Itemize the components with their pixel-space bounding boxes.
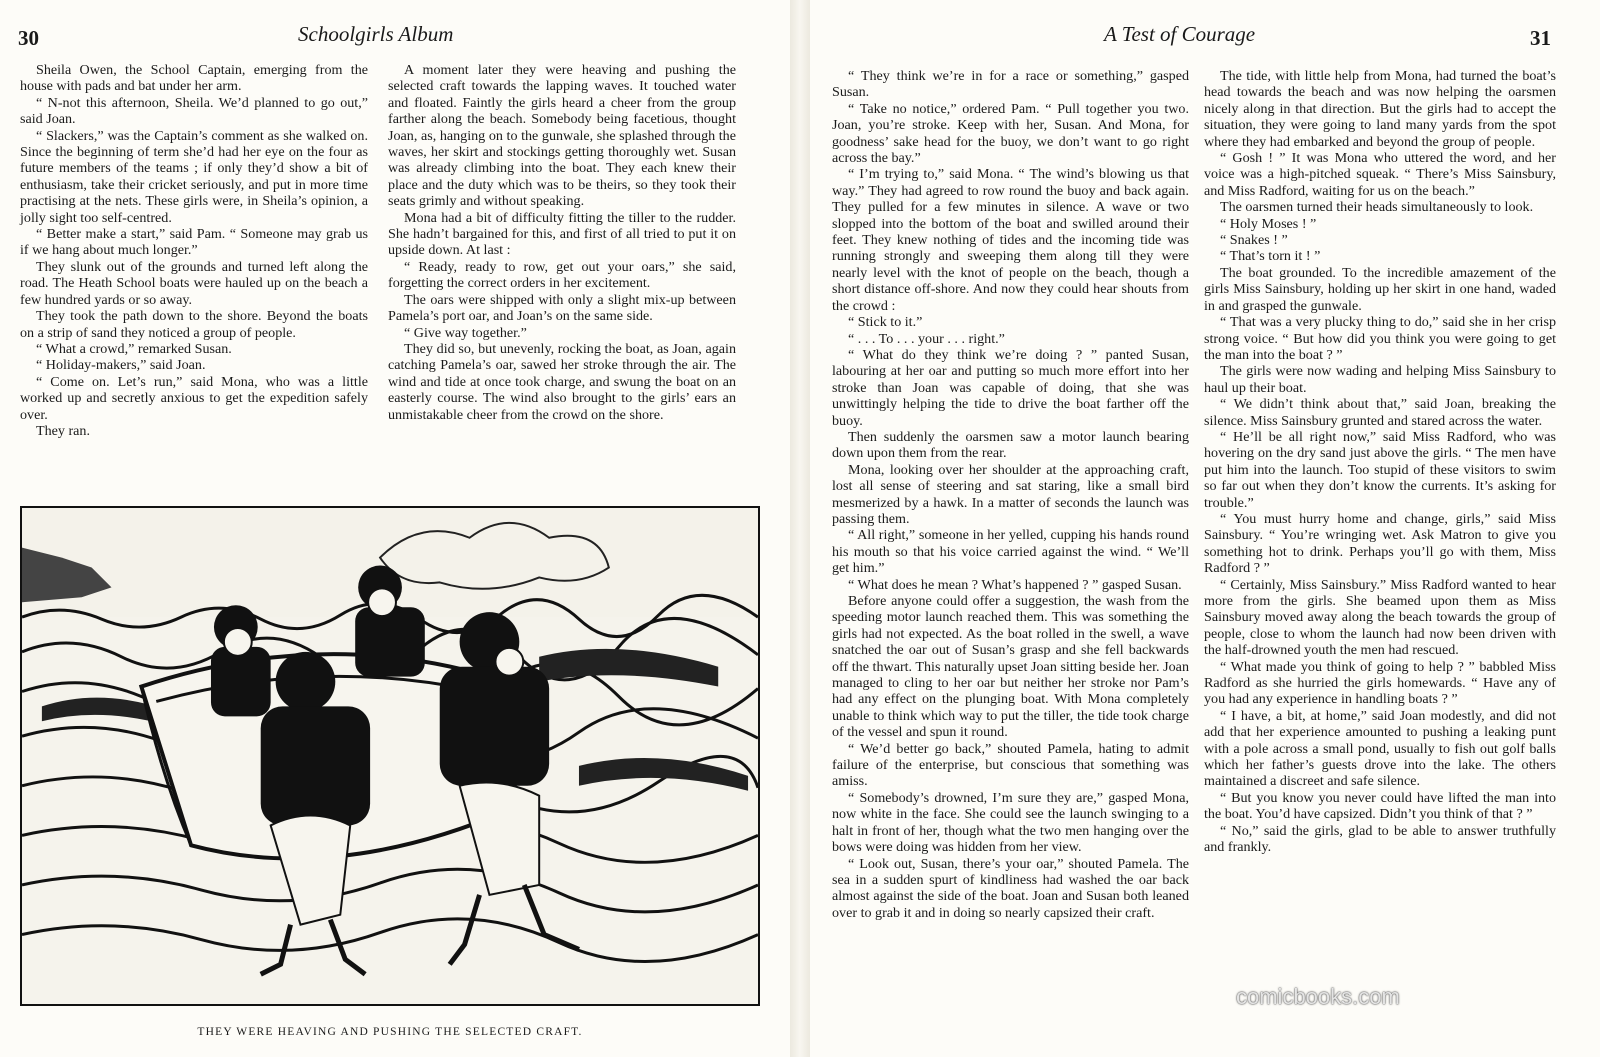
illustration (20, 506, 760, 1006)
paragraph: “ Gosh ! ” It was Mona who uttered the word, and her voice was a high-pitched squeak. “ There’s Miss Sainsbury, and Miss Radford, waiting for us on the beach.” (1204, 150, 1556, 199)
paragraph: “ But you know you never could have lifted the man into the boat. You’d have capsized. Didn’t you think of that ? ” (1204, 789, 1556, 823)
page-number: 30 (18, 26, 39, 50)
paragraph: “ That was a very plucky thing to do,” said she in her crisp strong voice. “ But how did you think you were going to get the man into the boat ? ” (1204, 314, 1556, 363)
right-page (810, 0, 1600, 1057)
paragraph: The tide, with little help from Mona, had turned the boat’s head towards the beach and was now helping the oarsmen nicely along in that direction. But the girls had to accept the situation, they were going to land many yards from the spot where they had embarked and beyond the group of people. (1204, 68, 1556, 150)
paragraph: “ Take no notice,” ordered Pam. “ Pull together you two. Joan, you’re stroke. Keep with her, Susan. And Mona, for goodness’ sake head for the buoy, we don’t want to go right across the bay.” (832, 100, 1189, 167)
paragraph: “ Stick to it.” (848, 314, 923, 331)
right-column-1 (832, 68, 1189, 921)
paragraph: “ I have, a bit, at home,” said Joan modestly, and did not add that her experience amounted to pushing a leaking punt with a pole across a small pond, usually to fish out golf balls which her father’s guests drove into the lake. The others maintained a discreet and safe silence. (1204, 707, 1556, 790)
paragraph: They took the path down to the shore. Beyond the boats on a strip of sand they noticed a group of people. (20, 308, 368, 341)
paragraph: They did so, but unevenly, rocking the boat, as Joan, again catching Pamela’s oar, sawed her stroke through the air. The wind and tide at once took charge, and swung the boat on an easterly course. The wind also brought to the girls’ ears an unmistakable cheer from the crowd on the shore. (388, 340, 736, 423)
paragraph: “ No,” said the girls, glad to be able to answer truthfully and frankly. (1204, 822, 1556, 856)
paragraph: “ Slackers,” was the Captain’s comment as she walked on. Since the beginning of term she’d had her eye on the four as future members of the teams ; if only they’d show a bit of enthusiasm, take their cricket seriously, and put in more time practising at the nets. These girls were, in Sheila’s opinion, a jolly sight too self-centred. (20, 127, 368, 226)
page-number: 31 (1530, 26, 1551, 50)
paragraph: Mona, looking over her shoulder at the approaching craft, lost all sense of steering and sat staring, like a small bird mesmerized by a hawk. In a matter of seconds the launch was passing them. (832, 461, 1189, 527)
paragraph: The oarsmen turned their heads simultaneously to look. (1220, 199, 1534, 216)
paragraph: “ You must hurry home and change, girls,” said Miss Sainsbury. “ You’re wringing wet. Ask Matron to give you something hot to drink. Perhaps you’ll go with them, Miss Radford ? ” (1204, 510, 1556, 577)
paragraph: The girls were now wading and helping Miss Sainsbury to haul up their boat. (1204, 363, 1556, 396)
left-column-2 (388, 62, 736, 423)
paragraph: “ Holy Moses ! ” (1220, 215, 1317, 232)
running-head: Schoolgirls Album (298, 22, 454, 46)
illustration-caption: THEY WERE HEAVING AND PUSHING THE SELECTED CRAFT. (197, 1026, 583, 1038)
paragraph: “ Better make a start,” said Pam. “ Someone may grab us if we hang about much longer.” (20, 226, 368, 259)
paragraph: “ . . . To . . . your . . . right.” (848, 330, 1005, 347)
paragraph: “ That’s torn it ! ” (1220, 248, 1321, 265)
spine-gutter (790, 0, 810, 1057)
paragraph: “ We didn’t think about that,” said Joan, breaking the silence. Miss Sainsbury grunted and stared across the water. (1204, 396, 1556, 429)
paragraph: “ I’m trying to,” said Mona. “ The wind’s blowing us that way.” They had agreed to row round the buoy and back again. They pulled for a few minutes in silence. A wave or two slopped into the bottom of the boat and swilled around their feet. They knew nothing of tides and the incoming tide was running strongly and sweeping them along till they were nearly level with the knot of people on the beach, though a short distance off-shore. And now they could hear shouts from the crowd : (832, 166, 1189, 314)
paragraph: They slunk out of the grounds and turned left along the road. The Heath School boats were hauled up on the beach a few hundred yards or so away. (20, 258, 368, 308)
paragraph: “ N-not this afternoon, Sheila. We’d planned to go out,” said Joan. (20, 94, 368, 128)
paragraph: Before anyone could offer a suggestion, the wash from the speeding motor launch reached them. This was something the girls had not expected. As the boat rolled in the swell, a wave snatched the oar out of Susan’s grasp and she fell backwards off the thwart. This naturally upset Joan sitting beside her. Joan managed to cling to her oar but neither her stroke nor Pam’s had any effect on the plunging boat. With Mona completely unable to think which way to put the tiller, the tide took charge of the vessel and spun it round. (832, 593, 1189, 741)
paragraph: “ He’ll be all right now,” said Miss Radford, who was hovering on the dry sand just above the girls. “ The men have put him into the launch. Too stupid of these visitors to swim so far out when they don’t know the currents. It’s asking for trouble.” (1204, 428, 1556, 511)
paragraph: “ All right,” someone in her yelled, cupping his hands round his mouth so that his voice carried against the wind. “ We’ll get him.” (832, 527, 1189, 577)
paragraph: “ Come on. Let’s run,” said Mona, who was a little worked up and secretly anxious to get the expedition safely over. (20, 373, 368, 423)
right-column-2 (1204, 68, 1556, 856)
paragraph: “ We’d better go back,” shouted Pamela, hating to admit failure of the enterprise, but conscious that something was amiss. (832, 740, 1189, 790)
paragraph: “ Ready, ready to row, get out your oars,” she said, forgetting the correct orders in her excitement. (388, 258, 736, 292)
paragraph: The boat grounded. To the incredible amazement of the girls Miss Sainsbury, holding up her skirt in one hand, waded in and grasped the gunwale. (1204, 264, 1556, 314)
paragraph: “ Certainly, Miss Sainsbury.” Miss Radford wanted to hear more from the girls. She beamed upon them as Miss Sainsbury moved away along the beach towards the group of people, close to whom the launch had now been driven with the half-drowned youth the men had rescued. (1204, 576, 1556, 659)
running-head: A Test of Courage (1104, 22, 1256, 46)
illustration-drawing (22, 508, 758, 1004)
paragraph: “ They think we’re in for a race or something,” gasped Susan. (832, 68, 1189, 101)
paragraph: Mona had a bit of difficulty fitting the tiller to the rudder. She hadn’t bargained for this, and first of all tried to put it on upside down. At last : (388, 209, 736, 259)
paragraph: “ What a crowd,” remarked Susan. (36, 340, 232, 357)
paragraph: “ Give way together.” (404, 324, 527, 341)
paragraph: Then suddenly the oarsmen saw a motor launch bearing down upon them from the rear. (832, 428, 1189, 462)
paragraph: “ What does he mean ? What’s happened ? ” gasped Susan. (848, 576, 1182, 593)
paragraph: The oars were shipped with only a slight mix-up between Pamela’s port oar, and Joan’s on the same side. (388, 291, 736, 325)
paragraph: “ Snakes ! ” (1220, 232, 1288, 249)
paragraph: “ Holiday-makers,” said Joan. (36, 357, 206, 374)
left-column-1 (20, 62, 368, 439)
watermark: comicbooks.com (1236, 984, 1400, 1009)
paragraph: Sheila Owen, the School Captain, emerging from the house with pads and bat under her arm. (20, 62, 368, 95)
paragraph: A moment later they were heaving and pushing the selected craft towards the lapping waves. It touched water and floated. Faintly the girls heard a cheer from the group farther along the beach. Somebody being facetious, thought Joan, as, hanging on to the gunwale, she splashed through the waves, her skirt and stockings getting thoroughly wet. Susan was already climbing into the boat. They each knew their place and the duty which was to be theirs, so they took their seats grimly and without speaking. (388, 62, 736, 210)
paragraph: “ What made you think of going to help ? ” babbled Miss Radford as she hurried the girls homewards. “ Have any of you had any experience in handling boats ? ” (1204, 658, 1556, 708)
paragraph: They ran. (36, 422, 91, 439)
paragraph: “ What do they think we’re doing ? ” panted Susan, labouring at her oar and putting so much more effort into her stroke than Joan was capable of doing, that she was unwittingly helping the tide to drive the boat farther off the buoy. (832, 346, 1189, 429)
left-page (0, 0, 790, 1057)
paragraph: “ Somebody’s drowned, I’m sure they are,” gasped Mona, now white in the face. She could see the launch swinging to a halt in front of her, though what the two men hanging over the bows were doing was hidden from her view. (832, 789, 1189, 856)
paragraph: “ Look out, Susan, there’s your oar,” shouted Pamela. The sea in a sudden spurt of kindliness had washed the oar back almost against the side of the boat. Joan and Susan both leaned over to grab it and in doing so nearly capsized their craft. (832, 855, 1189, 921)
